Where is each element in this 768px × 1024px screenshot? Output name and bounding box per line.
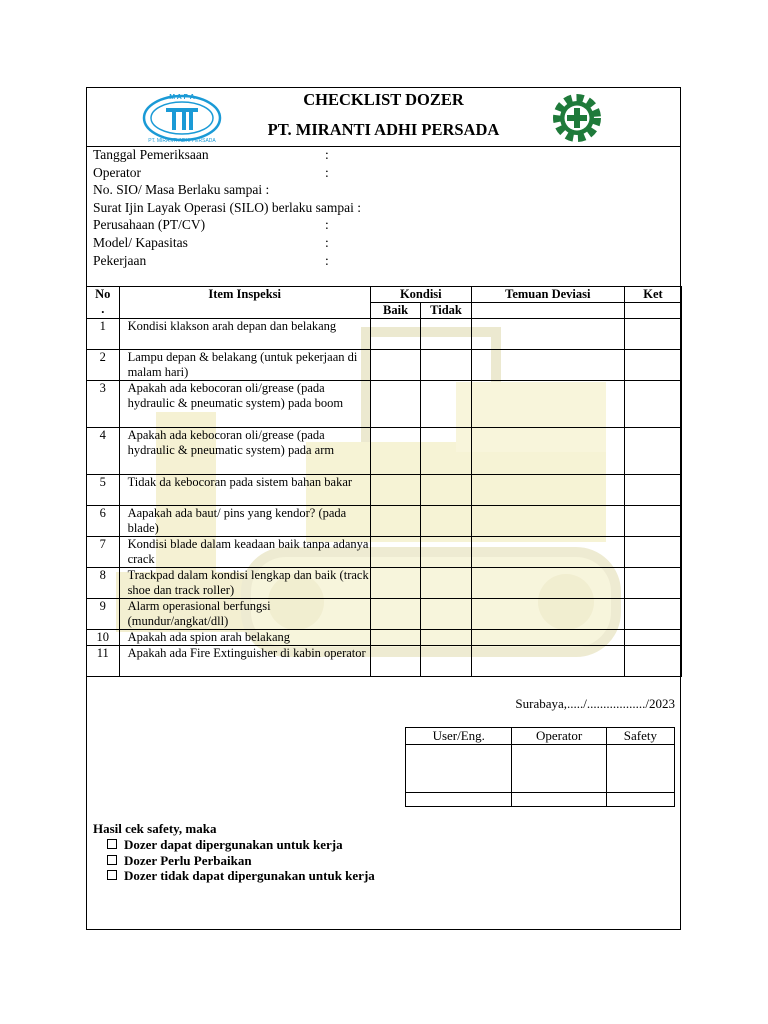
info-row-operator [93, 164, 673, 182]
cell-tidak[interactable] [421, 630, 472, 646]
cell-baik[interactable] [370, 568, 420, 599]
cell-temuan[interactable] [471, 428, 624, 475]
row-item: Kondisi klakson arah depan dan belakang [119, 319, 370, 350]
svg-text:M A P A: M A P A [169, 94, 195, 101]
safety-cross-gear-icon [547, 92, 607, 144]
cell-baik[interactable] [370, 350, 420, 381]
table-row [87, 646, 682, 677]
row-number: 1 [87, 319, 120, 350]
col-header-kondisi: Kondisi [370, 287, 471, 303]
info-row-perusahaan [93, 216, 673, 234]
name-cell-safety[interactable] [606, 793, 674, 807]
row-item: Aapakah ada baut/ pins yang kendor? (pada blade) [119, 506, 370, 537]
cell-ket[interactable] [624, 646, 681, 677]
cell-temuan[interactable] [471, 537, 624, 568]
col-header-baik: Baik [370, 303, 420, 319]
row-item: Tidak da kebocoran pada sistem bahan bakar [119, 475, 370, 506]
row-item: Lampu depan & belakang (untuk pekerjaan di malam hari) [119, 350, 370, 381]
company-name: PT. MIRANTI ADHI PERSADA [267, 120, 500, 139]
row-number: 7 [87, 537, 120, 568]
row-item: Apakah ada kebocoran oli/grease (pada hydraulic & pneumatic system) pada boom [119, 381, 370, 428]
info-row-silo [93, 199, 673, 217]
cell-temuan[interactable] [471, 506, 624, 537]
cell-tidak[interactable] [421, 506, 472, 537]
checkbox-icon[interactable] [107, 839, 117, 849]
cell-temuan[interactable] [471, 319, 624, 350]
signature-table [405, 727, 675, 807]
inspection-table [86, 286, 682, 677]
cell-ket[interactable] [624, 350, 681, 381]
info-colon: : [325, 234, 329, 250]
row-item: Trackpad dalam kondisi lengkap dan baik (track shoe dan track roller) [119, 568, 370, 599]
table-row [87, 350, 682, 381]
row-number: 8 [87, 568, 120, 599]
cell-temuan[interactable] [471, 350, 624, 381]
info-row-model [93, 234, 673, 252]
cell-temuan[interactable] [471, 646, 624, 677]
table-row [87, 599, 682, 630]
row-item: Apakah ada Fire Extinguisher di kabin operator [119, 646, 370, 677]
document-title: CHECKLIST DOZER [303, 90, 464, 109]
sign-header-user: User/Eng. [406, 728, 512, 745]
result-option-repair[interactable] [107, 853, 375, 869]
col-header-item: Item Inspeksi [119, 287, 370, 319]
inspection-info [93, 146, 673, 269]
cell-tidak[interactable] [421, 381, 472, 428]
cell-ket[interactable] [624, 599, 681, 630]
info-label: Surat Ijin Layak Operasi (SILO) berlaku sampai : [93, 199, 362, 215]
col-header-tidak: Tidak [421, 303, 472, 319]
row-number: 11 [87, 646, 120, 677]
sign-cell-operator[interactable] [512, 745, 606, 793]
info-colon: : [325, 252, 329, 268]
header [87, 88, 680, 147]
sign-cell-user[interactable] [406, 745, 512, 793]
cell-temuan[interactable] [471, 630, 624, 646]
checkbox-icon[interactable] [107, 855, 117, 865]
cell-ket[interactable] [624, 475, 681, 506]
safety-result [93, 821, 375, 884]
cell-ket[interactable] [624, 381, 681, 428]
no-dot: . [101, 302, 105, 316]
cell-ket[interactable] [624, 630, 681, 646]
cell-temuan[interactable] [471, 381, 624, 428]
cell-baik[interactable] [370, 646, 420, 677]
row-item: Kondisi blade dalam keadaan baik tanpa adanya crack [119, 537, 370, 568]
svg-text:PT. MIRANTI ADHI PERSADA: PT. MIRANTI ADHI PERSADA [148, 138, 216, 144]
table-row [87, 630, 682, 646]
info-label: Tanggal Pemeriksaan [93, 147, 209, 162]
row-number: 10 [87, 630, 120, 646]
cell-temuan[interactable] [471, 475, 624, 506]
cell-tidak[interactable] [421, 319, 472, 350]
row-item: Apakah ada spion arah belakang [119, 630, 370, 646]
checkbox-icon[interactable] [107, 870, 117, 880]
table-row [87, 381, 682, 428]
info-colon: : [325, 217, 329, 233]
info-label: Pekerjaan [93, 252, 147, 268]
cell-baik[interactable] [370, 599, 420, 630]
row-number: 4 [87, 428, 120, 475]
info-colon: : [325, 147, 329, 162]
cell-baik[interactable] [370, 381, 420, 428]
table-row [87, 568, 682, 599]
cell-baik[interactable] [370, 475, 420, 506]
col-header-no [87, 287, 120, 319]
sign-header-safety: Safety [606, 728, 674, 745]
cell-tidak[interactable] [421, 350, 472, 381]
result-option-unusable[interactable] [107, 868, 375, 884]
info-row-tanggal [93, 146, 673, 164]
row-number: 2 [87, 350, 120, 381]
sign-cell-safety[interactable] [606, 745, 674, 793]
cell-ket[interactable] [624, 506, 681, 537]
empty-cell [624, 303, 681, 319]
table-row [87, 319, 682, 350]
row-number: 9 [87, 599, 120, 630]
info-label: No. SIO/ Masa Berlaku sampai : [93, 182, 270, 198]
table-row [87, 428, 682, 475]
info-label: Model/ Kapasitas [93, 234, 188, 250]
cell-tidak[interactable] [421, 475, 472, 506]
col-header-ket: Ket [624, 287, 681, 303]
cell-ket[interactable] [624, 537, 681, 568]
row-number: 3 [87, 381, 120, 428]
cell-ket[interactable] [624, 428, 681, 475]
result-option-label: Dozer tidak dapat dipergunakan untuk kerja [124, 868, 375, 883]
cell-tidak[interactable] [421, 599, 472, 630]
result-option-usable[interactable] [107, 837, 375, 853]
result-option-label: Dozer Perlu Perbaikan [124, 852, 252, 868]
result-option-label: Dozer dapat dipergunakan untuk kerja [124, 837, 343, 852]
cell-temuan[interactable] [471, 568, 624, 599]
cell-tidak[interactable] [421, 537, 472, 568]
table-row [87, 537, 682, 568]
cell-baik[interactable] [370, 537, 420, 568]
no-label: No [95, 287, 111, 301]
info-label: Perusahaan (PT/CV) [93, 217, 206, 233]
info-row-pekerjaan [93, 252, 673, 270]
name-cell-user[interactable] [406, 793, 512, 807]
table-row [87, 475, 682, 506]
row-number: 5 [87, 475, 120, 506]
cell-baik[interactable] [370, 428, 420, 475]
sign-header-operator: Operator [512, 728, 606, 745]
empty-cell [471, 303, 624, 319]
table-row [87, 506, 682, 537]
cell-baik[interactable] [370, 319, 420, 350]
date-line: Surabaya,...../................../2023 [515, 696, 675, 711]
cell-ket[interactable] [624, 319, 681, 350]
result-heading: Hasil cek safety, maka [93, 821, 217, 836]
row-item: Alarm operasional berfungsi (mundur/angkat/dll) [119, 599, 370, 630]
cell-ket[interactable] [624, 568, 681, 599]
cell-baik[interactable] [370, 506, 420, 537]
row-item: Apakah ada kebocoran oli/grease (pada hydraulic & pneumatic system) pada arm [119, 428, 370, 475]
name-cell-operator[interactable] [512, 793, 606, 807]
cell-tidak[interactable] [421, 646, 472, 677]
row-number: 6 [87, 506, 120, 537]
cell-temuan[interactable] [471, 599, 624, 630]
cell-tidak[interactable] [421, 568, 472, 599]
col-header-temuan: Temuan Deviasi [471, 287, 624, 303]
info-row-sio [93, 181, 673, 199]
cell-baik[interactable] [370, 630, 420, 646]
info-label: Operator [93, 164, 141, 180]
cell-tidak[interactable] [421, 428, 472, 475]
info-colon: : [325, 164, 329, 180]
